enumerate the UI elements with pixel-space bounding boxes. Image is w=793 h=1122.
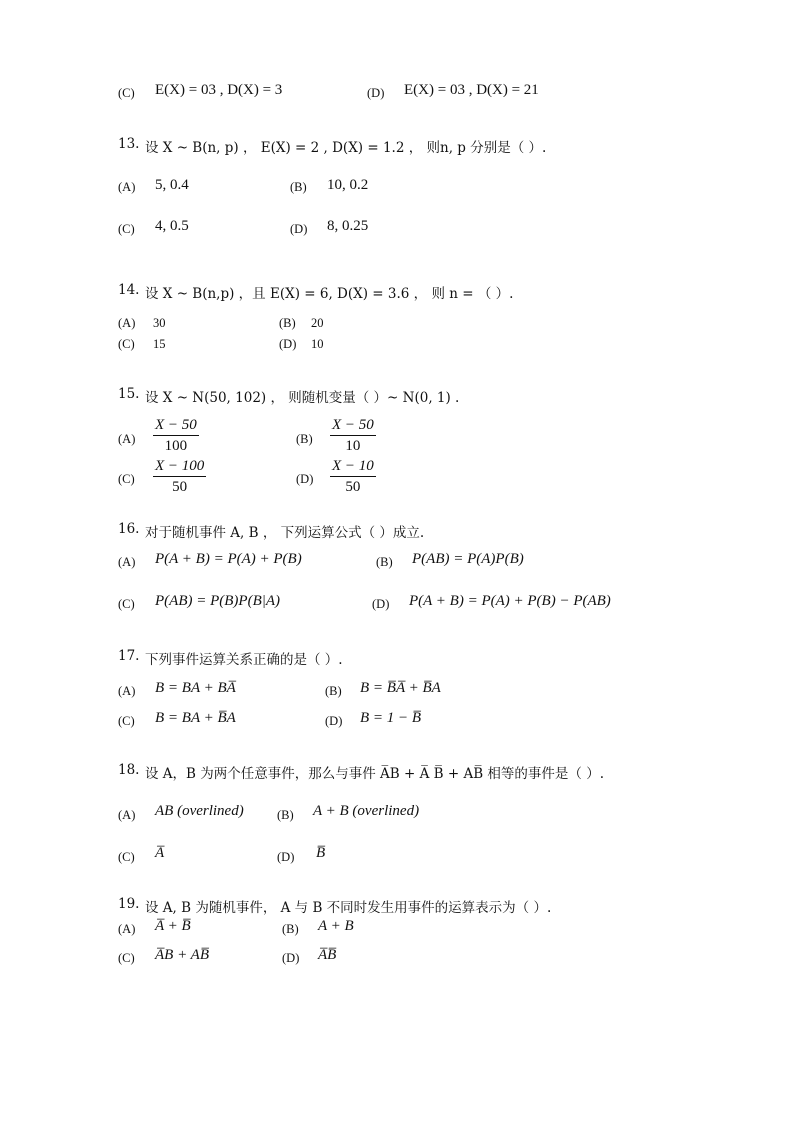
q16-option-c: P(AB) = P(B)P(B|A) [155, 593, 281, 609]
q16-option-d-label: (D) [372, 597, 390, 611]
q15-number: 15. [118, 386, 140, 402]
q15-option-b-fraction [330, 416, 376, 455]
q14-option-b: 20 [311, 316, 324, 330]
q19-option-d-label: (D) [282, 951, 300, 965]
q14-option-c-label: (C) [118, 337, 135, 351]
q18-option-b-label: (B) [277, 808, 294, 822]
q12-option-c-label: (C) [118, 86, 135, 100]
q18-option-d: B̅ [316, 845, 326, 861]
q16-option-c-label: (C) [118, 597, 135, 611]
q16-option-a-label: (A) [118, 555, 136, 569]
q17-number: 17. [118, 648, 140, 664]
q17-stem: 下列事件运算关系正确的是（ ）. [145, 652, 343, 668]
q15-option-c-denominator: 50 [172, 479, 188, 495]
q15-option-a-fraction [153, 416, 199, 455]
q18-option-b: A + B (overlined) [313, 803, 420, 819]
q17-option-c-label: (C) [118, 714, 135, 728]
q15-option-b-label: (B) [296, 432, 313, 446]
q14-option-c: 15 [153, 337, 166, 351]
q19-option-a: A̅ + B̅ [155, 918, 191, 934]
q15-option-d-label: (D) [296, 472, 314, 486]
q17-option-c: B = BA + B̅A [155, 710, 236, 726]
q14-stem: 设 X ~ B(n,p) ，且 E(X) = 6, D(X) = 3.6 ， 则 n = （ ）. [145, 286, 514, 302]
q19-option-c: A̅B + AB̅ [155, 947, 210, 963]
q15-option-a-label: (A) [118, 432, 136, 446]
q15-option-c-numerator: X − 100 [153, 457, 206, 477]
q15-option-c-label: (C) [118, 472, 135, 486]
q17-option-d: B = 1 − B̅ [360, 710, 422, 726]
q13-option-a-label: (A) [118, 180, 136, 194]
q18-option-a-label: (A) [118, 808, 136, 822]
q19-option-a-label: (A) [118, 922, 136, 936]
q17-option-a-label: (A) [118, 684, 136, 698]
q15-option-a-numerator: X − 50 [153, 416, 199, 436]
q16-option-b: P(AB) = P(A)P(B) [412, 551, 524, 567]
q13-option-d-label: (D) [290, 222, 308, 236]
q18-stem: 设 A，B 为两个任意事件，那么与事件 A̅B + A̅ B̅ + AB̅ 相等的事件是（ ）. [145, 766, 605, 782]
q16-option-d: P(A + B) = P(A) + P(B) − P(AB) [409, 593, 611, 609]
q14-option-b-label: (B) [279, 316, 296, 330]
q14-option-a-label: (A) [118, 316, 136, 330]
q19-number: 19. [118, 896, 140, 912]
q16-option-a: P(A + B) = P(A) + P(B) [155, 551, 302, 567]
q18-number: 18. [118, 762, 140, 778]
q15-option-b-numerator: X − 50 [330, 416, 376, 436]
q13-option-d: 8, 0.25 [327, 218, 369, 234]
q15-option-d-fraction [330, 457, 376, 496]
q18-option-d-label: (D) [277, 850, 295, 864]
q15-option-a-denominator: 100 [164, 438, 188, 454]
q13-option-c-label: (C) [118, 222, 135, 236]
q13-option-c: 4, 0.5 [155, 218, 189, 234]
q12-option-c: E(X) = 03 , D(X) = 3 [155, 82, 283, 98]
q18-option-c-label: (C) [118, 850, 135, 864]
q17-option-d-label: (D) [325, 714, 343, 728]
q14-option-a: 30 [153, 316, 166, 330]
q17-option-b-label: (B) [325, 684, 342, 698]
q14-option-d: 10 [311, 337, 324, 351]
q13-number: 13. [118, 136, 140, 152]
q18-option-a: AB (overlined) [155, 803, 244, 819]
q13-option-b: 10, 0.2 [327, 177, 369, 193]
q16-number: 16. [118, 521, 140, 537]
q19-option-b-label: (B) [282, 922, 299, 936]
q15-stem: 设 X ~ N(50, 102) ， 则随机变量（ ）~ N(0, 1) . [145, 390, 460, 406]
q14-number: 14. [118, 282, 140, 298]
q15-option-d-numerator: X − 10 [330, 457, 376, 477]
q19-option-d: A̅B̅ [318, 947, 337, 963]
q16-option-b-label: (B) [376, 555, 393, 569]
q19-option-c-label: (C) [118, 951, 135, 965]
q12-option-d: E(X) = 03 , D(X) = 21 [404, 82, 539, 98]
q17-option-b: B = B̅A̅ + B̅A [360, 680, 441, 696]
q15-option-c-fraction [153, 457, 206, 496]
q13-stem: 设 X ~ B(n, p) ， E(X) = 2 , D(X) = 1.2 ， 则n, p 分别是（ ）. [145, 140, 547, 156]
q15-option-d-denominator: 50 [345, 479, 361, 495]
q19-stem: 设 A, B 为随机事件， A 与 B 不同时发生用事件的运算表示为（ ）. [145, 900, 552, 916]
q13-option-b-label: (B) [290, 180, 307, 194]
q13-option-a: 5, 0.4 [155, 177, 189, 193]
q18-option-c: A̅ [155, 845, 165, 861]
q15-option-b-denominator: 10 [345, 438, 361, 454]
q19-option-b: A + B [318, 918, 354, 934]
q17-option-a: B = BA + BA̅ [155, 680, 236, 696]
q14-option-d-label: (D) [279, 337, 297, 351]
q16-stem: 对于随机事件 A, B ， 下列运算公式（ ）成立. [145, 525, 425, 541]
q12-option-d-label: (D) [367, 86, 385, 100]
